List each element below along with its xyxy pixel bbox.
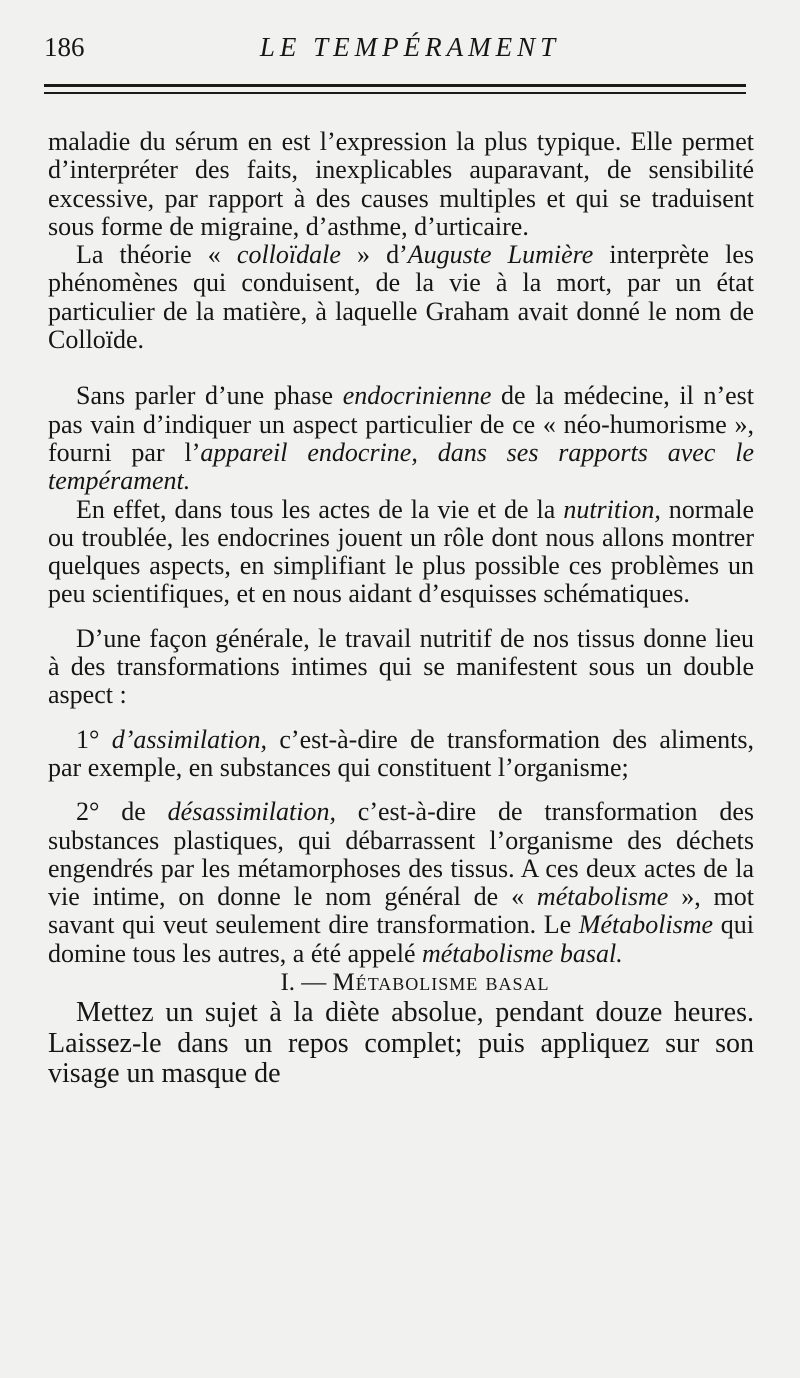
page-header bbox=[44, 28, 756, 68]
paragraph-7: 2° de désassimilation, c’est-à-dire de transformation des substances plastiques, qui débarrassent l’organisme des déchets engendrés par les métamorphoses des tissus. A ces deux actes de la vie intime, on donne le nom général de « métabolisme », mot savant qui veut seulement dire transformation. Le Métabolisme qui domine tous les autres, a été appelé métabolisme basal. bbox=[48, 797, 755, 968]
header-rule-thin bbox=[44, 92, 746, 94]
paragraph-5: D’une façon générale, le travail nutritif de nos tissus donne lieu à des transformations intimes qui se manifestent sous un double aspect : bbox=[48, 623, 754, 710]
paragraph-2: La théorie « colloïdale » d’Auguste Lumière interprète les phénomènes qui conduisent, de la vie à la mort, par un état particulier de la matière, à laquelle Graham avait donné le nom de Colloïde. bbox=[48, 240, 754, 355]
section-number: I. — bbox=[280, 969, 327, 997]
body-text bbox=[48, 128, 754, 1090]
header-rule-thick bbox=[44, 84, 746, 87]
paragraph-3: Sans parler d’une phase endocrinienne de la médecine, il n’est pas vain d’indiquer un aspect particulier de ce « néo-humorisme », fourni par l’appareil endocrine, dans ses rapports avec le tempérament. bbox=[48, 381, 754, 496]
paragraph-1: maladie du sérum en est l’expression la plus typique. Elle permet d’interpréter des faits, inexplicables auparavant, de sensibilité excessive, par rapport à des causes multiples et qui se traduisent sous forme de migraine, d’asthme, d’urticaire. bbox=[48, 127, 754, 241]
running-title: LE TEMPÉRAMENT bbox=[259, 32, 561, 62]
paragraph-4: En effet, dans tous les actes de la vie et de la nutrition, normale ou troublée, les endocrines jouent un rôle dont nous allons montrer quelques aspects, en simplifiant le plus possible ces problèmes un peu scientifiques, et en nous aidant d’esquisses schématiques. bbox=[48, 494, 754, 609]
section-heading bbox=[48, 968, 754, 998]
section-title: Métabolisme basal bbox=[332, 969, 550, 997]
paragraph-6: 1° d’assimilation, c’est-à-dire de transformation des aliments, par exemple, en substances qui constituent l’organisme; bbox=[48, 724, 754, 782]
page-number: 186 bbox=[44, 32, 85, 62]
paragraph-8: Mettez un sujet à la diète absolue, pendant douze heures. Laissez-le dans un repos complet; puis appliquez sur son visage un masque de bbox=[48, 997, 754, 1090]
